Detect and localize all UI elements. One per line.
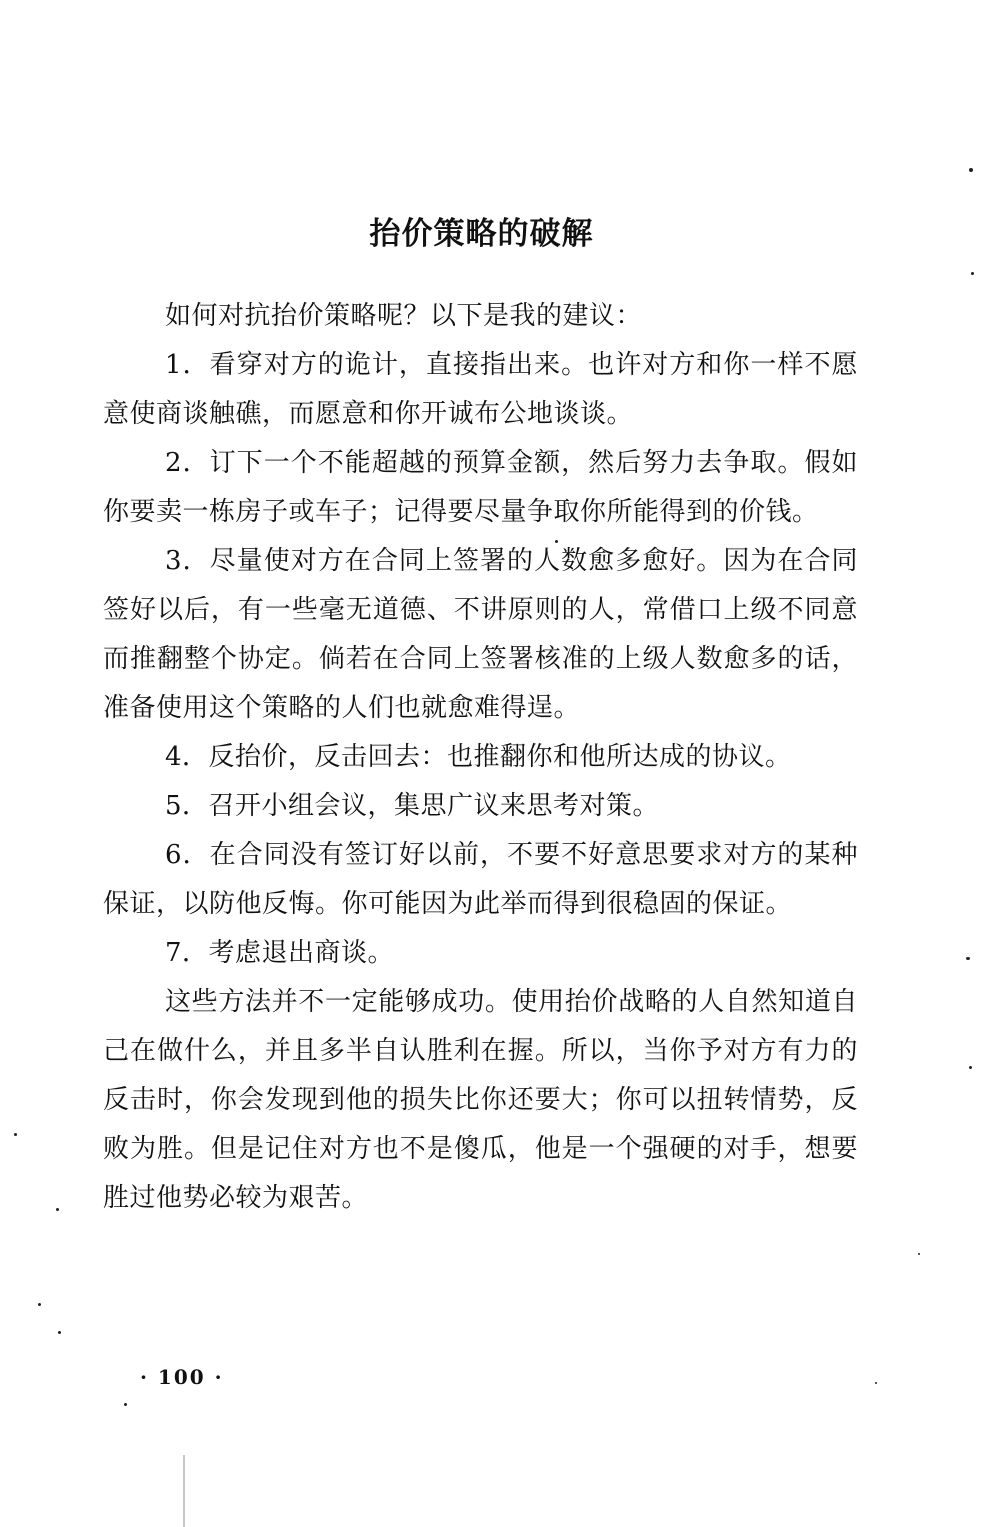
- scan-speck: [969, 168, 973, 172]
- paragraph-item-5: 5．召开小组会议，集思广议来思考对策。: [165, 791, 660, 821]
- scan-speck: [56, 1208, 59, 1211]
- page-number: · 100 ·: [140, 1365, 224, 1389]
- paragraph-item-3: 3．尽量使对方在合同上签署的人数愈多愈好。因为在合同签好以后，有一些毫无道德、不讲原则的人，常借口上级不同意而推翻整个协定。倘若在合同上签署核准的上级人数愈多的话，准备使用这个策略的人们也就愈难得逞。: [103, 546, 858, 723]
- paragraph-intro: 如何对抗抬价策略呢？以下是我的建议：: [165, 301, 643, 331]
- page-title: 抬价策略的破解: [369, 216, 594, 252]
- paragraph-item-4: 4．反抬价，反击回去：也推翻你和他所达成的协议。: [165, 742, 792, 772]
- scan-edge-line: [183, 1455, 185, 1527]
- scan-speck: [971, 272, 974, 275]
- scan-speck: [124, 1403, 127, 1406]
- scan-speck: [14, 1133, 17, 1136]
- paragraph-item-2: 2．订下一个不能超越的预算金额，然后努力去争取。假如你要卖一栋房子或车子；记得要尽量争取你所能得到的价钱。: [103, 448, 858, 527]
- scan-speck: [969, 1066, 972, 1069]
- body-text: [103, 292, 858, 1223]
- paragraph-item-6: 6．在合同没有签订好以前，不要不好意思要求对方的某种保证，以防他反悔。你可能因为此举而得到很稳固的保证。: [103, 840, 858, 919]
- scan-speck: [58, 1331, 61, 1334]
- scan-speck: [38, 1303, 41, 1306]
- scan-speck: [918, 1253, 920, 1255]
- scan-speck: [966, 957, 970, 960]
- scan-speck: [875, 1382, 877, 1384]
- paragraph-item-1: 1．看穿对方的诡计，直接指出来。也许对方和你一样不愿意使商谈触礁，而愿意和你开诚布公地谈谈。: [103, 350, 858, 429]
- paragraph-conclusion: 这些方法并不一定能够成功。使用抬价战略的人自然知道自己在做什么，并且多半自认胜利在握。所以，当你予对方有力的反击时，你会发现到他的损失比你还要大；你可以扭转情势，反败为胜。但是记住对方也不是傻瓜，他是一个强硬的对手，想要胜过他势必较为艰苦。: [103, 987, 858, 1213]
- paragraph-item-7: 7．考虑退出商谈。: [165, 938, 395, 968]
- scan-speck: [555, 540, 558, 543]
